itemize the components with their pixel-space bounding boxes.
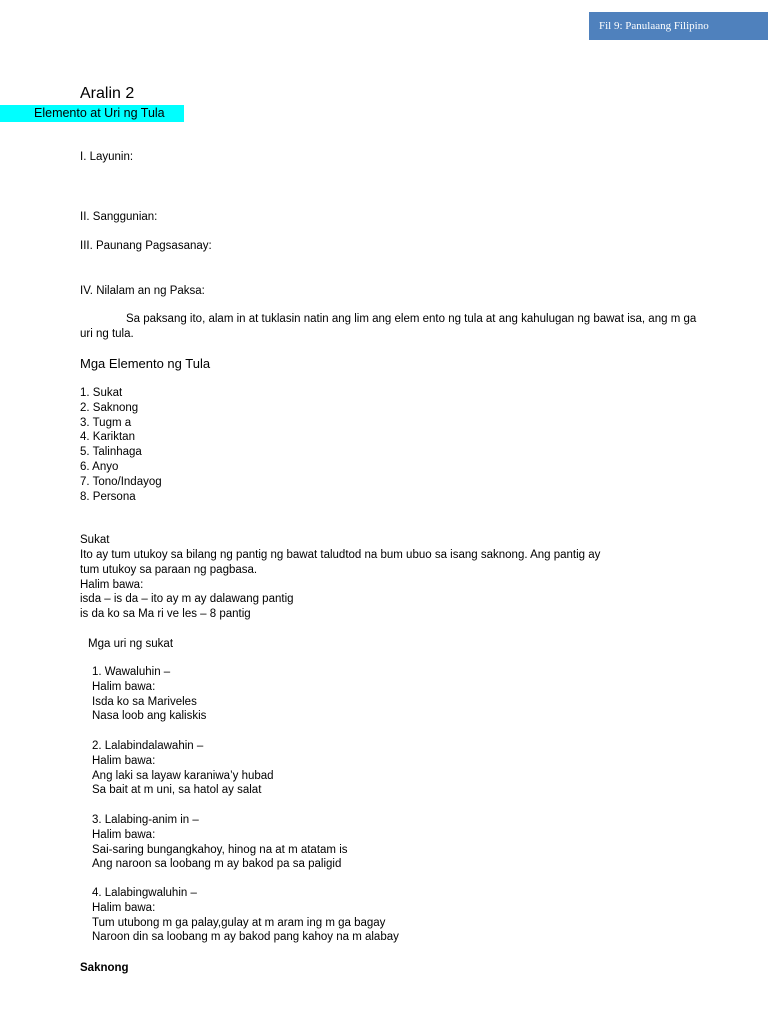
uri-line: Halim bawa: [92, 680, 156, 693]
uri-line: Sa bait at m uni, sa hatol ay salat [92, 784, 262, 797]
lesson-title: Aralin 2 [80, 85, 135, 102]
sukat-body [80, 548, 600, 622]
section-paunang-pagsasanay: III. Paunang Pagsasanay: [80, 240, 212, 252]
section-layunin: I. Layunin: [80, 151, 134, 163]
sukat-line: is da ko sa Ma ri ve les – 8 pantig [80, 608, 251, 621]
section-sanggunian: II. Sanggunian: [80, 211, 158, 223]
uri-line: Naroon din sa loobang m ay bakod pang kahoy na m alabay [92, 931, 399, 944]
uri-line: Halim bawa: [92, 754, 156, 767]
uri-line: Tum utubong m ga palay,gulay at m aram ing m ga bagay [92, 916, 386, 929]
intro-paragraph: Sa paksang ito, alam in at tuklasin natin ang lim ang elem ento ng tula at ang kahulugan ng bawat isa, ang m ga uri ng tula. [80, 313, 697, 340]
uri-line: Ang naroon sa loobang m ay bakod pa sa paligid [92, 858, 342, 871]
list-item: 2. Saknong [80, 401, 139, 414]
list-item: 7. Tono/Indayog [80, 475, 162, 488]
uri-line: Halim bawa: [92, 828, 156, 841]
list-item: 6. Anyo [80, 460, 119, 473]
uri-line: Ang laki sa layaw karaniwa’y hubad [92, 769, 274, 782]
uri-block-3 [92, 813, 348, 872]
elements-list [80, 386, 162, 504]
sukat-line: Ito ay tum utukoy sa bilang ng pantig ng bawat taludtod na bum ubuo sa isang saknong. Ang pantig ay [80, 549, 601, 561]
uri-line: Isda ko sa Mariveles [92, 695, 197, 708]
lesson-subtitle: Elemento at Uri ng Tula [34, 106, 165, 120]
uri-line: 1. Wawaluhin – [92, 666, 171, 678]
uri-line: Sai-saring bungangkahoy, hinog na at m atatam is [92, 843, 348, 856]
header-tag: Fil 9: Panulaang Filipino [589, 12, 768, 40]
uri-line: 2. Lalabindalawahin – [92, 740, 204, 752]
uri-line: Halim bawa: [92, 901, 156, 914]
uri-line: 3. Lalabing-anim in – [92, 814, 199, 826]
sukat-line: Halim bawa: [80, 578, 144, 591]
uri-line: Nasa loob ang kaliskis [92, 710, 207, 723]
list-item: 3. Tugm a [80, 416, 132, 429]
uri-line: 4. Lalabingwaluhin – [92, 887, 197, 899]
mga-uri-heading: Mga uri ng sukat [88, 638, 174, 650]
sukat-line: tum utukoy sa paraan ng pagbasa. [80, 563, 258, 576]
uri-block-1 [92, 665, 206, 724]
list-item: 8. Persona [80, 490, 136, 503]
list-item: 5. Talinhaga [80, 446, 142, 459]
uri-block-4 [92, 886, 399, 945]
sukat-line: isda – is da – ito ay m ay dalawang pantig [80, 593, 294, 606]
list-item: 4. Kariktan [80, 431, 135, 444]
saknong-heading: Saknong [80, 962, 129, 974]
uri-block-2 [92, 739, 274, 798]
sukat-heading: Sukat [80, 534, 110, 546]
elements-heading: Mga Elemento ng Tula [80, 356, 211, 371]
list-item: 1. Sukat [80, 387, 123, 399]
section-nilalaman: IV. Nilalam an ng Paksa: [80, 285, 205, 297]
